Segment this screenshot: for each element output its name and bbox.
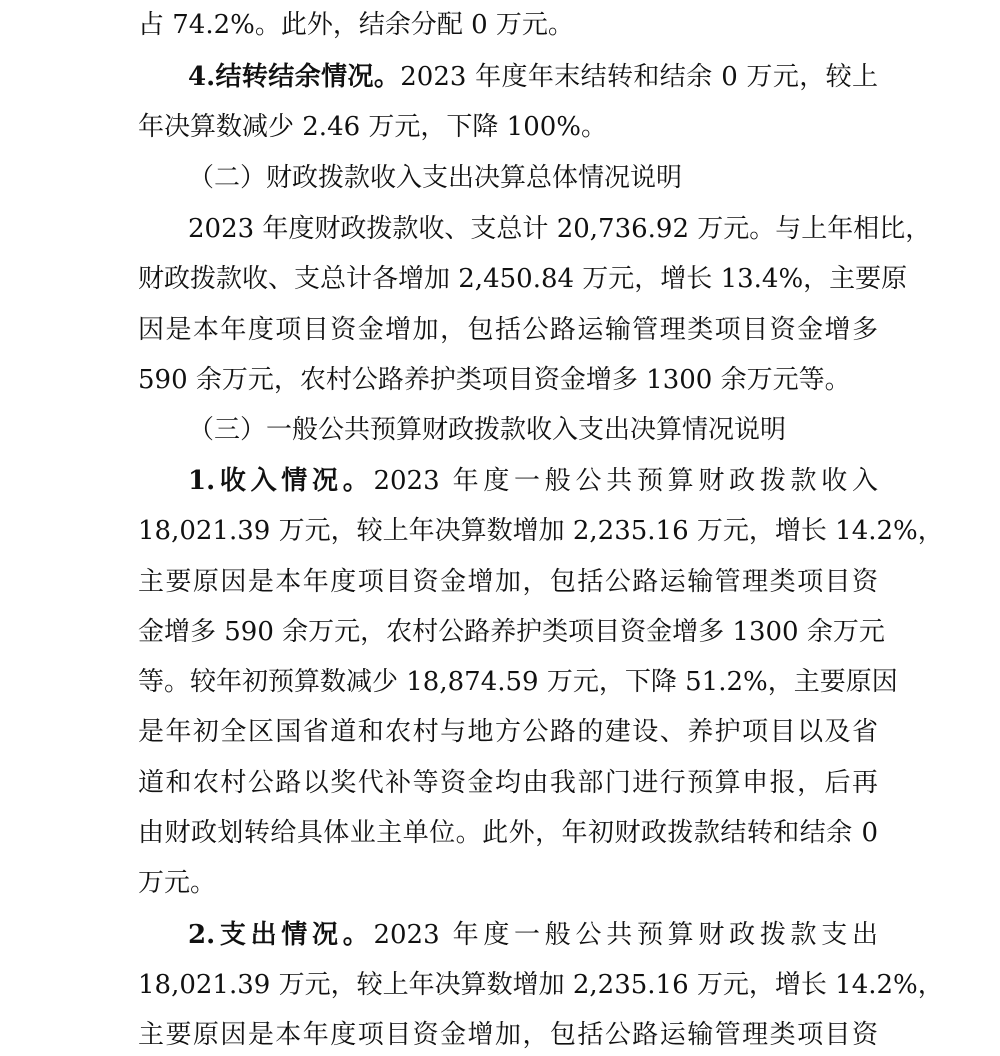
paragraph-first-line	[188, 52, 878, 102]
text-line: 主要原因是本年度项目资金增加，包括公路运输管理类项目资	[138, 1020, 878, 1050]
text-line: 等。较年初预算数减少 18,874.59 万元，下降 51.2%，主要原因	[138, 667, 898, 697]
paragraph-lead: 1.收入情况。	[188, 466, 374, 496]
text-line: 财政拨款收、支总计各增加 2,450.84 万元，增长 13.4%，主要原	[138, 264, 908, 294]
text-line: 18,021.39 万元，较上年决算数增加 2,235.16 万元，增长 14.2%，	[138, 970, 944, 1000]
paragraph-first-line	[188, 456, 878, 506]
text-line: 590 余万元，农村公路养护类项目资金增多 1300 余万元等。	[138, 365, 851, 395]
text-line: 年决算数减少 2.46 万元，下降 100%。	[138, 112, 608, 142]
text-line: 万元。	[138, 868, 217, 898]
text-line: 因是本年度项目资金增加，包括公路运输管理类项目资金增多	[138, 315, 878, 345]
section-heading: （三）一般公共预算财政拨款收入支出决算情况说明	[188, 415, 787, 445]
text-line: 是年初全区国省道和农村与地方公路的建设、养护项目以及省	[138, 717, 878, 747]
text-line: 由财政划转给具体业主单位。此外，年初财政拨款结转和结余 0	[138, 818, 878, 848]
text-line: 主要原因是本年度项目资金增加，包括公路运输管理类项目资	[138, 567, 878, 597]
paragraph-lead: 2.支出情况。	[188, 920, 374, 950]
text-line: 金增多 590 余万元，农村公路养护类项目资金增多 1300 余万元	[138, 617, 885, 647]
text-line: 占 74.2%。此外，结余分配 0 万元。	[138, 10, 574, 40]
paragraph-lead: 4.结转结余情况。	[188, 62, 401, 92]
paragraph-text: 2023 年度一般公共预算财政拨款收入	[373, 466, 878, 496]
paragraph-first-line	[188, 910, 878, 960]
section-heading: （二）财政拨款收入支出决算总体情况说明	[188, 163, 683, 193]
text-line: 18,021.39 万元，较上年决算数增加 2,235.16 万元，增长 14.2%，	[138, 516, 944, 546]
paragraph-text: 2023 年度一般公共预算财政拨款支出	[373, 920, 878, 950]
text-line: 2023 年度财政拨款收、支总计 20,736.92 万元。与上年相比，	[188, 214, 932, 244]
paragraph-text: 2023 年度年末结转和结余 0 万元，较上	[400, 62, 878, 92]
text-line: 道和农村公路以奖代补等资金均由我部门进行预算申报，后再	[138, 768, 878, 798]
